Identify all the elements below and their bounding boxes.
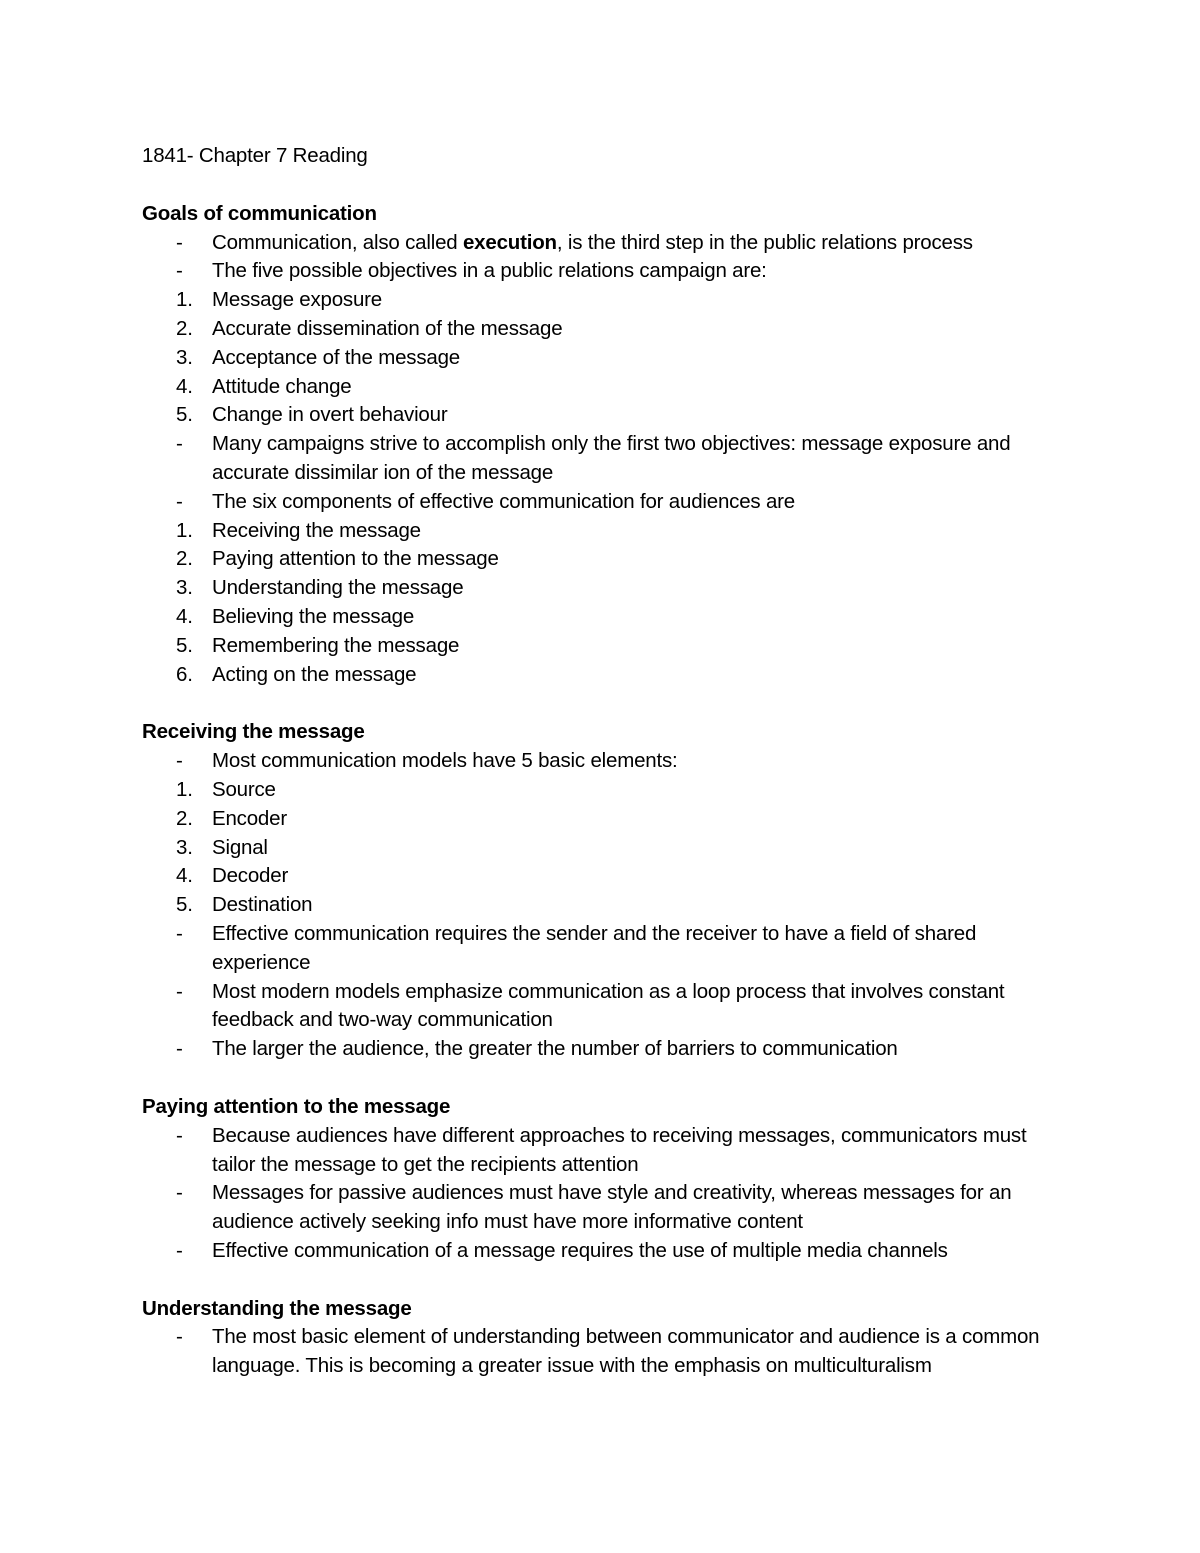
document-title: 1841- Chapter 7 Reading [142,144,368,167]
list-item-text: The most basic element of understanding between communicator and audience is a common language. This is becoming a greater issue with the emphasis on multiculturalism [212,1325,1040,1378]
number-marker: 3. [176,576,193,600]
list-item [142,430,1072,488]
text-segment: , is the third step in the public relations process [556,230,973,254]
section-understanding-the-message [142,1295,1072,1381]
list-item-text: The larger the audience, the greater the number of barriers to communication [212,1037,898,1061]
bullet-marker: - [176,749,183,773]
list-item [142,574,1072,603]
list-item [142,834,1072,863]
list-item [142,920,1072,978]
list-item-text: Source [212,777,276,801]
number-marker: 5. [176,403,193,427]
list-item [142,488,1072,517]
list-item-text: Attitude change [212,374,352,398]
number-marker: 1. [176,518,193,542]
bullet-marker: - [176,1325,183,1349]
list-item-text: Most modern models emphasize communication as a loop process that involves constant feedback and two-way communication [212,979,1005,1032]
list-item [142,545,1072,574]
number-marker: 4. [176,374,193,398]
list-item [142,344,1072,373]
list-item-text: Paying attention to the message [212,547,499,571]
list-item [142,891,1072,920]
list-item [142,805,1072,834]
list-item-text: Effective communication requires the sender and the receiver to have a field of shared experience [212,921,977,974]
list-item [142,1122,1072,1180]
list-item-text: Because audiences have different approaches to receiving messages, communicators must tailor the message to get the recipients attention [212,1123,1027,1176]
list-item-text: Accurate dissemination of the message [212,316,563,340]
list-item-text: Encoder [212,806,287,830]
list-item-text: Believing the message [212,604,415,628]
list-item [142,315,1072,344]
section-receiving-the-message [142,718,1072,1064]
bullet-marker: - [176,1123,183,1147]
number-marker: 1. [176,777,193,801]
list-item-text: Receiving the message [212,518,421,542]
number-marker: 5. [176,893,193,917]
bullet-marker: - [176,489,183,513]
list-item-text: The six components of effective communication for audiences are [212,489,795,513]
bullet-marker: - [176,259,183,283]
list-item-text: Decoder [212,864,289,888]
list-item-text: Effective communication of a message requires the use of multiple media channels [212,1238,948,1262]
list-item [142,286,1072,315]
bold-term: execution [462,230,557,254]
text-segment: Communication, also called [212,230,463,254]
list-item [142,1035,1072,1064]
list-item-text: Destination [212,893,313,917]
bullet-marker: - [176,1037,183,1061]
list-item-text: Signal [212,835,268,859]
number-marker: 3. [176,345,193,369]
number-marker: 6. [176,662,193,686]
list-item [142,862,1072,891]
number-marker: 4. [176,864,193,888]
list-item-text: Remembering the message [212,633,460,657]
list-item-text: Acceptance of the message [212,345,460,369]
bullet-marker: - [176,979,183,1003]
number-marker: 2. [176,806,193,830]
list-item [142,517,1072,546]
section-heading: Receiving the message [142,720,365,744]
list-item-text: Most communication models have 5 basic elements: [212,749,678,773]
bullet-marker: - [176,432,183,456]
list-item [142,978,1072,1036]
number-marker: 1. [176,288,193,312]
list-item [142,401,1072,430]
list-item [142,747,1072,776]
list-item-text [212,229,1072,258]
list-item [142,1237,1072,1266]
number-marker: 2. [176,547,193,571]
list-item-text: Messages for passive audiences must have style and creativity, whereas messages for an audience actively seeking info must have more informative content [212,1181,1012,1234]
list-item-text: Change in overt behaviour [212,403,448,427]
bullet-marker: - [176,1238,183,1262]
section-heading: Understanding the message [142,1296,412,1320]
list-item-text: Understanding the message [212,576,464,600]
list-item [142,661,1072,690]
list-item-text: Many campaigns strive to accomplish only the first two objectives: message exposure and accurate dissimilar ion of the message [212,432,1011,484]
number-marker: 5. [176,633,193,657]
number-marker: 3. [176,835,193,859]
list-item [142,1323,1072,1381]
section-goals-of-communication [142,200,1072,690]
section-heading: Goals of communication [142,201,377,225]
list-item-text: The five possible objectives in a public relations campaign are: [212,259,767,283]
list-item [142,1179,1072,1237]
list-item [142,776,1072,805]
list-item-text: Acting on the message [212,662,417,686]
section-paying-attention [142,1093,1072,1266]
list-item [142,373,1072,402]
bullet-marker: - [176,230,183,254]
list-item-text: Message exposure [212,288,383,312]
list-item [142,603,1072,632]
bullet-marker: - [176,921,183,945]
bullet-marker: - [176,1181,183,1205]
number-marker: 2. [176,316,193,340]
list-item [142,257,1072,286]
section-heading: Paying attention to the message [142,1094,451,1118]
document-page [142,142,1072,1381]
number-marker: 4. [176,604,193,628]
list-item [142,229,1072,258]
list-item [142,632,1072,661]
